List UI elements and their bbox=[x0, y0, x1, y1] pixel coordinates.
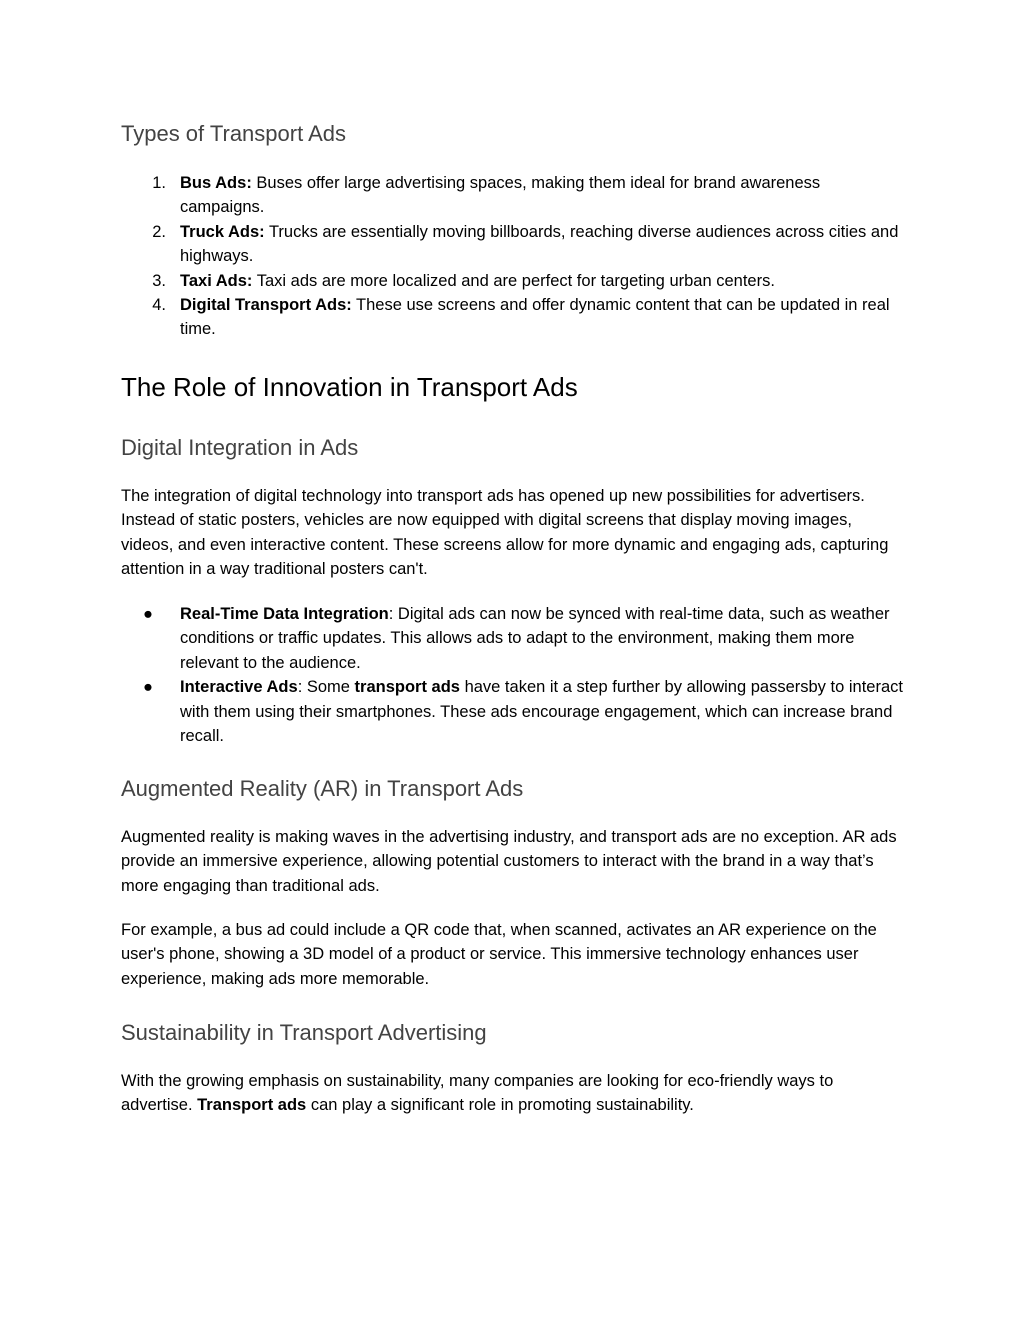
bullet-marker: ● bbox=[143, 605, 153, 623]
list-number: 1. bbox=[152, 174, 166, 192]
paragraph-ar-intro: Augmented reality is making waves in the advertising industry, and transport ads are no exception. AR ads provide an immersive experience, allowing potential customers to interact with the brand in a way that’s more engaging than traditional ads. bbox=[121, 828, 897, 895]
heading-digital-integration: Digital Integration in Ads bbox=[121, 435, 359, 460]
list-item-text: : Some bbox=[297, 678, 355, 697]
paragraph-text: can play a significant role in promoting sustainability. bbox=[306, 1096, 694, 1115]
list-item-emphasis: transport ads bbox=[354, 678, 460, 697]
list-number: 4. bbox=[152, 296, 166, 315]
paragraph-sustainability bbox=[121, 1069, 906, 1118]
list-item bbox=[121, 293, 906, 342]
list-item bbox=[121, 220, 906, 269]
list-item bbox=[121, 269, 906, 293]
list-item-term: Real-Time Data Integration bbox=[180, 605, 389, 623]
list-item-term: Taxi Ads: bbox=[180, 271, 253, 290]
list-item-text: : Digital ads can now be synced with real-time data, such as weather conditions or traffic updates. This allows ads to adapt to the environment, making them more relevant to the audience. bbox=[180, 605, 890, 672]
heading-types-of-transport-ads: Types of Transport Ads bbox=[121, 121, 347, 146]
heading-augmented-reality: Augmented Reality (AR) in Transport Ads bbox=[121, 776, 524, 801]
list-item-text: Buses offer large advertising spaces, making them ideal for brand awareness campaigns. bbox=[180, 174, 821, 217]
heading-sustainability: Sustainability in Transport Advertising bbox=[121, 1020, 487, 1045]
list-item bbox=[121, 602, 906, 675]
transport-ad-types-list bbox=[121, 171, 906, 342]
list-item bbox=[121, 171, 906, 220]
digital-features-list bbox=[121, 602, 906, 748]
list-item bbox=[121, 675, 906, 748]
list-item-text: have taken it a step further by allowing passersby to interact with them using their smartphones. These ads encourage engagement, which can increase brand recall. bbox=[180, 678, 903, 746]
heading-role-of-innovation: The Role of Innovation in Transport Ads bbox=[121, 372, 578, 402]
paragraph-digital-integration: The integration of digital technology into transport ads has opened up new possibilities for advertisers. Instead of static posters, vehicles are now equipped with digital screens that display moving images, videos, and even interactive content. These screens allow for more dynamic and engaging ads, capturing attention in a way traditional posters can't. bbox=[121, 487, 889, 579]
list-number: 3. bbox=[152, 271, 166, 290]
list-item-term: Truck Ads: bbox=[180, 222, 265, 241]
list-item-term: Bus Ads: bbox=[180, 174, 252, 192]
list-item-text: Trucks are essentially moving billboards, reaching diverse audiences across cities and highways. bbox=[180, 222, 899, 266]
paragraph-emphasis: Transport ads bbox=[197, 1096, 307, 1115]
paragraph-text: With the growing emphasis on sustainability, many companies are looking for eco-friendly ways to advertise. bbox=[121, 1072, 834, 1115]
paragraph-ar-example: For example, a bus ad could include a QR code that, when scanned, activates an AR experience on the user's phone, showing a 3D model of a product or service. This immersive technology enhances user experience, making ads more memorable. bbox=[121, 921, 877, 988]
list-item-text: These use screens and offer dynamic content that can be updated in real time. bbox=[180, 296, 890, 339]
list-item-text: Taxi ads are more localized and are perfect for targeting urban centers. bbox=[252, 271, 775, 290]
bullet-marker: ● bbox=[143, 678, 153, 697]
list-item-term: Interactive Ads bbox=[180, 678, 298, 697]
list-item-term: Digital Transport Ads: bbox=[180, 296, 352, 315]
list-number: 2. bbox=[152, 222, 166, 241]
